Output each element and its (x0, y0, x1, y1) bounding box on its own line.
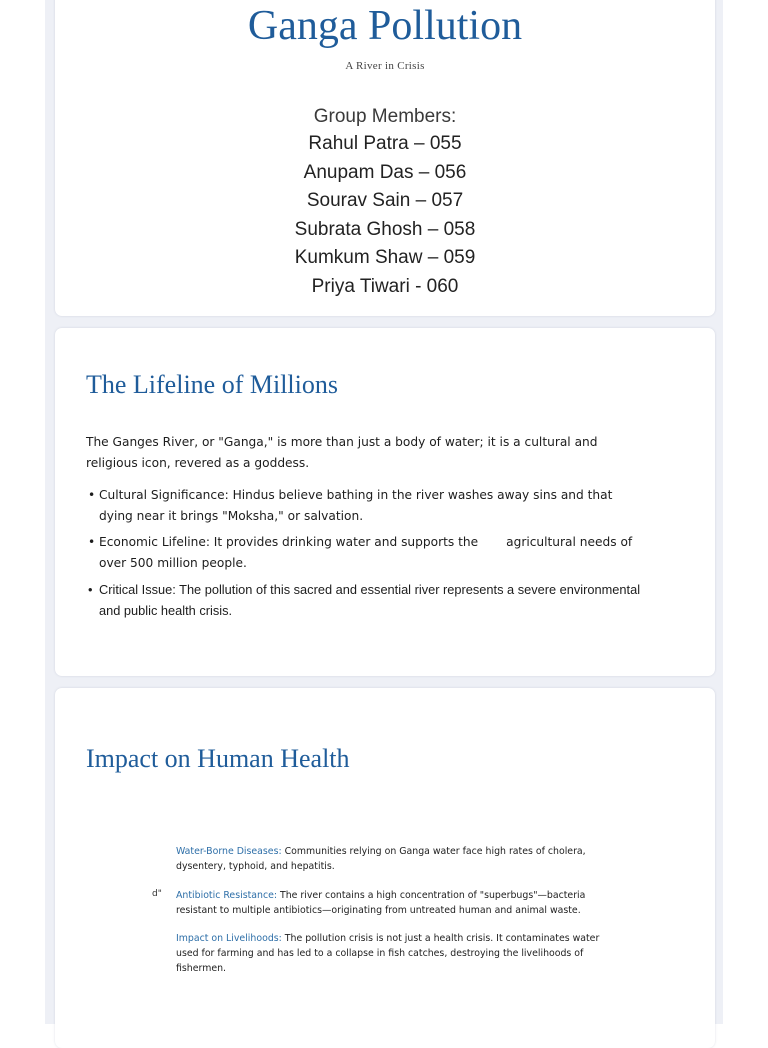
bullet-marker-icon: d" (152, 889, 162, 899)
page-subtitle: A River in Crisis (345, 60, 425, 72)
bullet-text: Critical Issue: The pollution of this sacred and essential river represents a severe environmental and public health crisis. (99, 582, 641, 618)
impact-text: The pollution crisis is not just a health crisis. It contaminates water used for farming and has led to a collapse in fish catches, destroying the livelihoods of fishermen. (176, 933, 600, 974)
impact-text: The river contains a high concentration of "superbugs"—bacteria resistant to multiple antibiotics—originating from untreated human and animal waste. (176, 890, 586, 916)
impact-item (176, 931, 616, 976)
bullet-text-continued: agricultural needs of over 500 million people. (99, 535, 633, 570)
impact-text: Communities relying on Ganga water face high rates of cholera, dysentery, typhoid, and hepatitis. (176, 846, 586, 872)
page-title: Ganga Pollution (247, 3, 523, 49)
bullet-item (86, 532, 646, 574)
members-heading: Group Members: (313, 106, 457, 127)
bullet-dot-icon: • (88, 488, 96, 502)
impact-label: Antibiotic Resistance: (176, 890, 278, 901)
health-slide (55, 688, 715, 1048)
member-name: Anupam Das – 056 (303, 161, 467, 183)
impact-item (176, 844, 616, 874)
member-name: Rahul Patra – 055 (308, 133, 462, 154)
title-slide (55, 0, 715, 316)
member-name: Priya Tiwari - 060 (311, 275, 459, 297)
section-heading: Impact on Human Health (86, 744, 350, 773)
member-name: Kumkum Shaw – 059 (294, 247, 476, 269)
member-name: Subrata Ghosh – 058 (294, 218, 476, 240)
impact-item (176, 888, 616, 918)
bullet-dot-icon: • (88, 535, 96, 549)
member-name: Sourav Sain – 057 (306, 190, 464, 212)
impact-label: Water-Borne Diseases: (176, 846, 282, 857)
intro-paragraph: The Ganges River, or "Ganga," is more than just a body of water; it is a cultural and religious icon, revered as a goddess. (86, 435, 598, 470)
bullet-item (86, 485, 646, 527)
impact-label: Impact on Livelihoods: (176, 933, 282, 944)
bullet-item (86, 579, 646, 621)
bullet-text: Cultural Significance: Hindus believe bathing in the river washes away sins and that dying near it brings "Moksha," or salvation. (99, 488, 613, 523)
lifeline-slide (55, 328, 715, 676)
section-heading: The Lifeline of Millions (86, 370, 339, 399)
group-members (55, 105, 715, 302)
bullet-dot-icon: • (88, 582, 93, 597)
bullet-text: Economic Lifeline: It provides drinking water and supports the (99, 535, 479, 549)
